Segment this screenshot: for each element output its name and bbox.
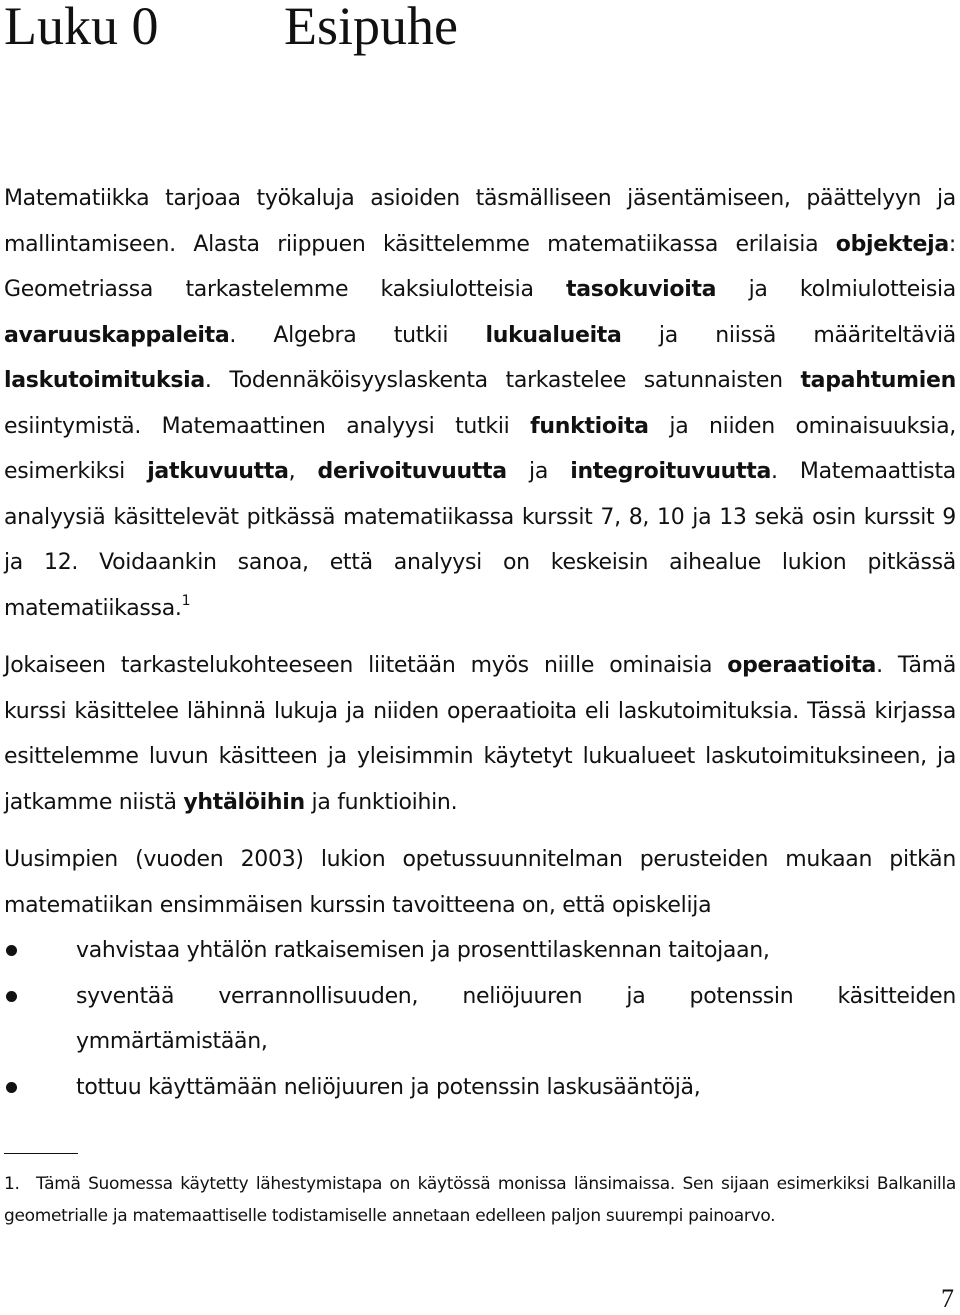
term-operaatioita: operaatioita xyxy=(727,653,877,678)
bullet-icon xyxy=(6,945,17,956)
chapter-number: Luku 0 xyxy=(4,0,159,56)
text-run: ja xyxy=(506,459,571,484)
text-run: . Tämä kurssi käsittelee lähinnä lukuja ja niiden operaatioita eli laskutoimituksia. Tässä kirjassa esittelemme luvun käsitteen ja yleisimmin käytetyt lukualueet laskutoimituksineen, ja jatkamme niistä xyxy=(4,653,956,815)
text-run: esiintymistä. Matemaattinen analyysi tutkii xyxy=(4,413,531,439)
term-yhtaloihin: yhtälöihin xyxy=(183,789,305,815)
term-funktioita: funktioita xyxy=(530,413,649,439)
text-run: ja niiden ominaisuuksia, esimerkiksi xyxy=(4,413,956,484)
text-run: ja niissä määriteltäviä xyxy=(621,322,956,348)
list-item xyxy=(4,974,956,1065)
goals-list xyxy=(4,928,956,1110)
term-tapahtumien: tapahtumien xyxy=(800,368,956,393)
chapter-title xyxy=(4,0,458,59)
text-run: . Matemaattista analyysiä käsittelevät pitkässä matematiikassa kurssit 7, 8, 10 ja 13 sekä osin kurssit 9 ja 12. Voidaankin sanoa, että analyysi on keskeisin aihealue lukion pitkässä matematiikassa. xyxy=(4,459,956,621)
goal-text: tottuu käyttämään neliöjuuren ja potenssin laskusääntöjä, xyxy=(76,1074,701,1100)
text-run: Matematiikka tarjoaa työkaluja asioiden täsmälliseen jäsentämiseen, päättelyyn ja mallintamiseen. Alasta riippuen käsittelemme matematiikassa erilaisia xyxy=(4,186,956,257)
term-laskutoimituksia: laskutoimituksia xyxy=(4,368,205,393)
goal-text: syventää verrannollisuuden, neliöjuuren ja potenssin käsitteiden ymmärtämistään, xyxy=(76,983,956,1054)
term-tasokuvioita: tasokuvioita xyxy=(566,277,717,302)
term-integroituvuutta: integroituvuutta xyxy=(570,459,772,484)
term-jatkuvuutta: jatkuvuutta xyxy=(147,459,289,484)
body-text xyxy=(4,176,956,1110)
chapter-name: Esipuhe xyxy=(284,0,458,56)
text-run: , xyxy=(288,459,318,484)
text-run: Jokaiseen tarkastelukohteeseen liitetään myös niille ominaisia xyxy=(4,653,728,678)
text-run: : Geometriassa tarkastelemme kaksiulotteisia xyxy=(4,231,956,302)
intro-paragraph xyxy=(4,176,956,631)
term-avaruuskappaleita: avaruuskappaleita xyxy=(4,322,230,348)
term-derivoituvuutta: derivoituvuutta xyxy=(317,459,507,484)
footnote-text: Tämä Suomessa käytetty lähestymistapa on käytössä monissa länsimaissa. Sen sijaan esimerkiksi Balkanilla geometrialle ja matemaattiselle todistamiselle annetaan edelleen paljon suurempi painoarvo. xyxy=(4,1174,956,1226)
text-run: ja kolmiulotteisia xyxy=(716,277,956,302)
term-lukualueita: lukualueita xyxy=(485,322,622,348)
footnote-number: 1. xyxy=(4,1174,20,1194)
goal-text: vahvistaa yhtälön ratkaisemisen ja prosenttilaskennan taitojaan, xyxy=(76,938,770,963)
footnote xyxy=(4,1168,956,1232)
footnote-reference: 1 xyxy=(181,592,191,609)
bullet-icon xyxy=(6,1082,17,1093)
list-item xyxy=(4,1065,956,1111)
text-run: . Algebra tutkii xyxy=(229,322,486,348)
bullet-icon xyxy=(6,991,17,1002)
footnote-divider xyxy=(4,1153,78,1154)
operations-paragraph xyxy=(4,643,956,825)
text-run: ja funktioihin. xyxy=(304,789,458,815)
term-objekteja: objekteja xyxy=(835,231,949,257)
curriculum-paragraph: Uusimpien (vuoden 2003) lukion opetussuunnitelman perusteiden mukaan pitkän matematiikan ensimmäisen kurssin tavoitteena on, että opiskelija xyxy=(4,847,956,918)
text-run: . Todennäköisyyslaskenta tarkastelee satunnaisten xyxy=(204,368,801,393)
list-item xyxy=(4,928,956,974)
page-number: 7 xyxy=(941,1284,954,1313)
